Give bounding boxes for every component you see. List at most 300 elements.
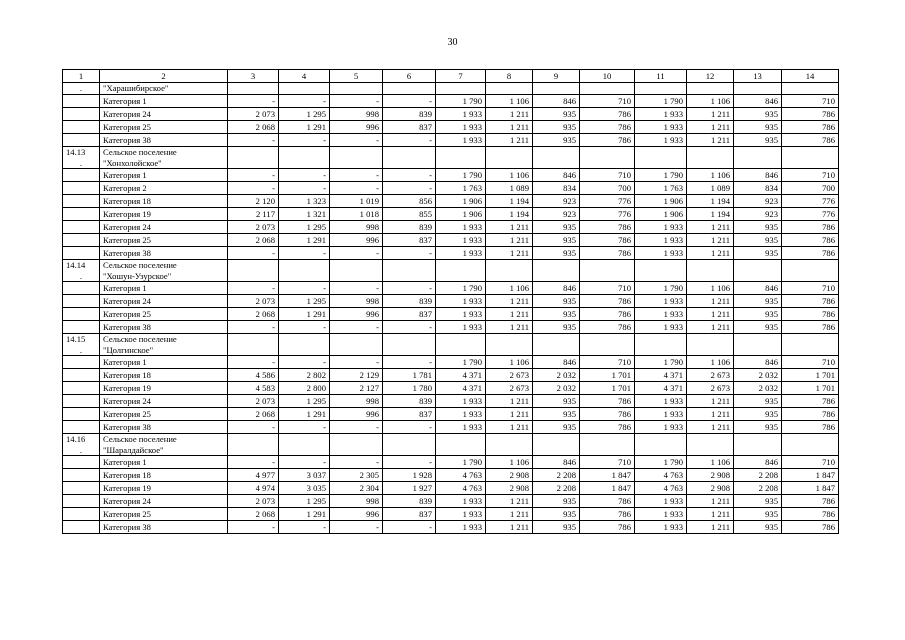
empty-cell (486, 334, 533, 356)
value-cell: 846 (533, 169, 580, 182)
value-cell: - (330, 95, 383, 108)
value-cell: 1 089 (687, 182, 734, 195)
value-cell: 1 211 (486, 321, 533, 334)
value-cell: 700 (580, 182, 635, 195)
value-cell: 935 (734, 395, 782, 408)
value-cell: 935 (734, 247, 782, 260)
empty-cell (580, 334, 635, 356)
empty-cell (228, 434, 279, 456)
value-cell: 786 (580, 108, 635, 121)
value-cell: 1 933 (436, 134, 486, 147)
empty-cell (486, 434, 533, 456)
value-cell: 2 120 (228, 195, 279, 208)
value-cell: 2 073 (228, 295, 279, 308)
column-number-cell: 3 (228, 70, 279, 83)
section-code-cell (63, 260, 100, 282)
value-cell: 1 933 (635, 134, 687, 147)
empty-cell (279, 334, 330, 356)
value-cell: 996 (330, 234, 383, 247)
value-cell: 935 (734, 408, 782, 421)
value-cell: 935 (734, 508, 782, 521)
value-cell: 1 211 (687, 508, 734, 521)
value-cell: 1 933 (635, 108, 687, 121)
empty-cell (436, 147, 486, 169)
section-code-cell (63, 434, 100, 456)
value-cell: 1 194 (687, 195, 734, 208)
empty-cell (330, 260, 383, 282)
value-cell: 1 291 (279, 508, 330, 521)
value-cell: 786 (580, 308, 635, 321)
value-cell: 998 (330, 295, 383, 308)
empty-cell (782, 434, 839, 456)
value-cell: 2 673 (687, 369, 734, 382)
empty-cell (635, 434, 687, 456)
value-cell: 1 089 (486, 182, 533, 195)
value-cell: 786 (580, 221, 635, 234)
code-cell (63, 169, 100, 182)
empty-cell (533, 434, 580, 456)
code-cell (63, 208, 100, 221)
column-number-cell: 6 (383, 70, 436, 83)
empty-cell (533, 334, 580, 356)
value-cell: 935 (533, 247, 580, 260)
value-cell: - (330, 169, 383, 182)
value-cell: 1 211 (687, 234, 734, 247)
value-cell: 2 673 (486, 369, 533, 382)
value-cell: - (383, 456, 436, 469)
table-row (63, 382, 839, 395)
value-cell: 776 (782, 208, 839, 221)
value-cell: 846 (533, 282, 580, 295)
value-cell: 786 (782, 395, 839, 408)
category-name-cell: Категория 19 (100, 482, 228, 495)
value-cell: - (330, 134, 383, 147)
table-row (63, 308, 839, 321)
value-cell: 935 (533, 521, 580, 534)
value-cell: - (330, 356, 383, 369)
value-cell: 1 291 (279, 234, 330, 247)
value-cell: - (228, 321, 279, 334)
value-cell: 1 790 (436, 169, 486, 182)
value-cell: 1 295 (279, 108, 330, 121)
value-cell: 1 763 (635, 182, 687, 195)
value-cell: 1 790 (436, 456, 486, 469)
value-cell: - (228, 134, 279, 147)
category-name-cell: Категория 38 (100, 134, 228, 147)
settlement-name-cell (100, 334, 228, 356)
code-cell (63, 421, 100, 434)
value-cell: 834 (734, 182, 782, 195)
value-cell: 2 068 (228, 408, 279, 421)
code-cell (63, 382, 100, 395)
value-cell: 4 763 (635, 469, 687, 482)
code-cell (63, 369, 100, 382)
value-cell: 786 (782, 134, 839, 147)
value-cell: 1 906 (635, 195, 687, 208)
code-cell (63, 521, 100, 534)
value-cell: 786 (580, 134, 635, 147)
column-number-cell: 11 (635, 70, 687, 83)
value-cell: 855 (383, 208, 436, 221)
value-cell: - (383, 95, 436, 108)
value-cell: 935 (734, 134, 782, 147)
empty-cell (486, 83, 533, 95)
empty-cell (635, 260, 687, 282)
value-cell: 1 933 (635, 508, 687, 521)
value-cell: 1 295 (279, 395, 330, 408)
value-cell: - (279, 134, 330, 147)
value-cell: - (228, 182, 279, 195)
value-cell: 839 (383, 221, 436, 234)
value-cell: 4 977 (228, 469, 279, 482)
section-row (63, 83, 839, 95)
value-cell: 1 933 (635, 247, 687, 260)
table-row (63, 208, 839, 221)
value-cell: 1 906 (635, 208, 687, 221)
category-name-cell: Категория 18 (100, 195, 228, 208)
value-cell: 786 (580, 495, 635, 508)
settlement-name: "Хонхолойское" (103, 157, 162, 168)
value-cell: 935 (533, 121, 580, 134)
value-cell: - (279, 247, 330, 260)
value-cell: 1 211 (486, 247, 533, 260)
value-cell: 1 927 (383, 482, 436, 495)
value-cell: - (228, 456, 279, 469)
value-cell: - (330, 421, 383, 434)
settlement-type: Сельское поселение (103, 334, 177, 344)
settlement-type: Сельское поселение (103, 260, 177, 270)
value-cell: 1 211 (687, 395, 734, 408)
table-row (63, 134, 839, 147)
value-cell: 1 211 (486, 121, 533, 134)
settlement-name: "Хошун-Узурское" (103, 270, 172, 281)
value-cell: 776 (580, 208, 635, 221)
value-cell: 1 701 (782, 369, 839, 382)
value-cell: 1 211 (486, 308, 533, 321)
value-cell: 1 211 (486, 108, 533, 121)
value-cell: - (383, 282, 436, 295)
value-cell: 1 211 (486, 508, 533, 521)
value-cell: 1 790 (635, 456, 687, 469)
section-code-dot: . (79, 444, 83, 455)
settlement-name: "Шаралдайское" (103, 444, 164, 455)
value-cell: 1 847 (782, 482, 839, 495)
empty-cell (486, 260, 533, 282)
code-cell (63, 408, 100, 421)
table-row (63, 495, 839, 508)
empty-cell (635, 334, 687, 356)
value-cell: 2 208 (734, 482, 782, 495)
value-cell: 996 (330, 408, 383, 421)
table-row (63, 282, 839, 295)
value-cell: 1 211 (687, 295, 734, 308)
value-cell: - (279, 456, 330, 469)
settlement-name-cell (100, 434, 228, 456)
category-name-cell: Категория 38 (100, 321, 228, 334)
category-name-cell: Категория 24 (100, 495, 228, 508)
empty-cell (383, 334, 436, 356)
table-row (63, 321, 839, 334)
value-cell: - (330, 247, 383, 260)
value-cell: 2 673 (486, 382, 533, 395)
column-number-cell: 10 (580, 70, 635, 83)
value-cell: 846 (734, 169, 782, 182)
settlement-name-cell (100, 147, 228, 169)
value-cell: 786 (782, 295, 839, 308)
value-cell: 2 068 (228, 508, 279, 521)
value-cell: 710 (782, 356, 839, 369)
table-row (63, 95, 839, 108)
category-name-cell: Категория 38 (100, 247, 228, 260)
value-cell: 786 (782, 321, 839, 334)
code-cell (63, 182, 100, 195)
table-row (63, 456, 839, 469)
value-cell: 846 (734, 282, 782, 295)
value-cell: 4 763 (436, 482, 486, 495)
table-row (63, 195, 839, 208)
value-cell: 1 211 (687, 134, 734, 147)
empty-cell (734, 434, 782, 456)
value-cell: 1 780 (383, 382, 436, 395)
value-cell: 846 (533, 456, 580, 469)
value-cell: 1 211 (687, 221, 734, 234)
value-cell: 710 (580, 456, 635, 469)
value-cell: 1 194 (687, 208, 734, 221)
value-cell: 786 (580, 321, 635, 334)
column-number-cell: 4 (279, 70, 330, 83)
settlement-name-cell (100, 260, 228, 282)
value-cell: 935 (734, 108, 782, 121)
empty-cell (228, 147, 279, 169)
value-cell: 1 211 (687, 108, 734, 121)
value-cell: 935 (533, 321, 580, 334)
section-code-cell (63, 334, 100, 356)
value-cell: 1 933 (436, 421, 486, 434)
empty-cell (228, 260, 279, 282)
value-cell: 1 790 (635, 282, 687, 295)
value-cell: - (228, 421, 279, 434)
value-cell: 935 (734, 421, 782, 434)
value-cell: 4 586 (228, 369, 279, 382)
value-cell: 1 933 (635, 221, 687, 234)
value-cell: 935 (734, 221, 782, 234)
value-cell: 2 208 (734, 469, 782, 482)
value-cell: 1 933 (436, 121, 486, 134)
value-cell: 710 (580, 356, 635, 369)
value-cell: 839 (383, 395, 436, 408)
value-cell: 4 763 (436, 469, 486, 482)
code-cell (63, 308, 100, 321)
value-cell: 4 371 (436, 382, 486, 395)
code-cell (63, 282, 100, 295)
value-cell: 1 106 (486, 282, 533, 295)
value-cell: 837 (383, 234, 436, 247)
category-name-cell: Категория 25 (100, 508, 228, 521)
value-cell: 1 933 (635, 495, 687, 508)
value-cell: 710 (580, 169, 635, 182)
value-cell: - (330, 321, 383, 334)
empty-cell (436, 434, 486, 456)
header-row (63, 70, 839, 83)
value-cell: 935 (533, 495, 580, 508)
category-name-cell: Категория 18 (100, 369, 228, 382)
value-cell: 1 906 (436, 195, 486, 208)
code-cell (63, 247, 100, 260)
value-cell: 710 (782, 169, 839, 182)
value-cell: 935 (734, 295, 782, 308)
value-cell: 786 (580, 421, 635, 434)
value-cell: 1 763 (436, 182, 486, 195)
value-cell: 1 933 (436, 508, 486, 521)
empty-cell (330, 334, 383, 356)
category-name-cell: Категория 24 (100, 108, 228, 121)
value-cell: 786 (782, 121, 839, 134)
value-cell: 998 (330, 221, 383, 234)
value-cell: 2 208 (533, 482, 580, 495)
value-cell: 1 291 (279, 121, 330, 134)
empty-cell (687, 83, 734, 95)
value-cell: 1 933 (436, 495, 486, 508)
value-cell: 1 933 (635, 121, 687, 134)
empty-cell (228, 334, 279, 356)
value-cell: 1 701 (580, 382, 635, 395)
table-row (63, 469, 839, 482)
empty-cell (782, 260, 839, 282)
code-cell (63, 221, 100, 234)
table-row (63, 421, 839, 434)
value-cell: 2 117 (228, 208, 279, 221)
value-cell: 935 (533, 421, 580, 434)
value-cell: 1 106 (687, 356, 734, 369)
value-cell: 1 847 (580, 469, 635, 482)
value-cell: - (383, 169, 436, 182)
value-cell: 786 (580, 295, 635, 308)
value-cell: 1 106 (486, 356, 533, 369)
value-cell: 700 (782, 182, 839, 195)
value-cell: 1 933 (436, 108, 486, 121)
value-cell: 4 371 (635, 382, 687, 395)
value-cell: 1 790 (436, 356, 486, 369)
value-cell: - (228, 169, 279, 182)
category-name-cell: Категория 1 (100, 282, 228, 295)
value-cell: 1 106 (486, 456, 533, 469)
category-name-cell: Категория 38 (100, 521, 228, 534)
value-cell: 786 (580, 121, 635, 134)
empty-cell (383, 83, 436, 95)
value-cell: 998 (330, 108, 383, 121)
code-cell (63, 508, 100, 521)
column-number-cell: 9 (533, 70, 580, 83)
value-cell: 2 908 (687, 482, 734, 495)
settlement-type: Сельское поселение (103, 147, 177, 157)
category-name-cell: Категория 24 (100, 395, 228, 408)
empty-cell (279, 147, 330, 169)
value-cell: - (279, 521, 330, 534)
value-cell: - (330, 521, 383, 534)
empty-cell (734, 260, 782, 282)
column-number-cell: 5 (330, 70, 383, 83)
table-row (63, 234, 839, 247)
value-cell: 786 (782, 108, 839, 121)
value-cell: 846 (533, 95, 580, 108)
empty-cell (533, 260, 580, 282)
value-cell: 2 800 (279, 382, 330, 395)
value-cell: 1 781 (383, 369, 436, 382)
category-name-cell: Категория 38 (100, 421, 228, 434)
value-cell: - (383, 421, 436, 434)
table-row (63, 508, 839, 521)
value-cell: - (383, 321, 436, 334)
category-name-cell: Категория 24 (100, 221, 228, 234)
value-cell: - (279, 321, 330, 334)
column-number-cell: 13 (734, 70, 782, 83)
value-cell: 4 371 (436, 369, 486, 382)
value-cell: 1 211 (687, 408, 734, 421)
table-row (63, 356, 839, 369)
empty-cell (533, 83, 580, 95)
value-cell: 839 (383, 295, 436, 308)
value-cell: 1 211 (687, 421, 734, 434)
code-cell (63, 495, 100, 508)
value-cell: 786 (782, 221, 839, 234)
value-cell: 837 (383, 408, 436, 421)
value-cell: 2 068 (228, 308, 279, 321)
category-name-cell: Категория 1 (100, 356, 228, 369)
value-cell: 1 790 (436, 282, 486, 295)
empty-cell (687, 334, 734, 356)
value-cell: 710 (580, 95, 635, 108)
value-cell: 1 211 (486, 134, 533, 147)
value-cell: 2 073 (228, 395, 279, 408)
value-cell: 1 933 (436, 308, 486, 321)
table-row (63, 408, 839, 421)
empty-cell (782, 147, 839, 169)
value-cell: 998 (330, 495, 383, 508)
value-cell: 1 933 (635, 395, 687, 408)
value-cell: 846 (533, 356, 580, 369)
value-cell: 1 933 (436, 221, 486, 234)
value-cell: - (330, 456, 383, 469)
empty-cell (687, 147, 734, 169)
value-cell: 996 (330, 508, 383, 521)
category-name-cell: Категория 24 (100, 295, 228, 308)
value-cell: 837 (383, 508, 436, 521)
value-cell: 1 933 (436, 408, 486, 421)
value-cell: 1 933 (436, 247, 486, 260)
code-cell (63, 456, 100, 469)
value-cell: 1 106 (687, 169, 734, 182)
value-cell: 786 (782, 508, 839, 521)
value-cell: 2 908 (687, 469, 734, 482)
column-number-cell: 7 (436, 70, 486, 83)
value-cell: 4 583 (228, 382, 279, 395)
category-name-cell: Категория 19 (100, 382, 228, 395)
value-cell: - (383, 247, 436, 260)
code-cell (63, 356, 100, 369)
value-cell: 1 291 (279, 408, 330, 421)
value-cell: 2 127 (330, 382, 383, 395)
value-cell: 786 (580, 408, 635, 421)
value-cell: 846 (734, 356, 782, 369)
value-cell: 786 (580, 234, 635, 247)
value-cell: 710 (580, 282, 635, 295)
value-cell: 935 (533, 134, 580, 147)
category-name-cell: Категория 25 (100, 234, 228, 247)
section-code: 14.13 (66, 147, 86, 157)
value-cell: 786 (782, 408, 839, 421)
empty-cell (383, 434, 436, 456)
value-cell: 1 295 (279, 295, 330, 308)
